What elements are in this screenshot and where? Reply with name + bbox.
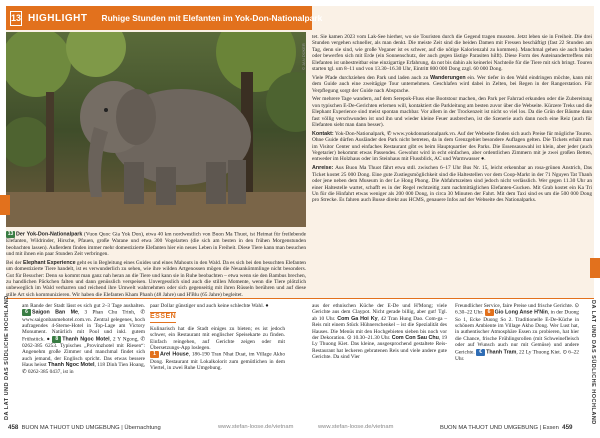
- restaurant-name: Com Con Sau Chu: [391, 335, 439, 342]
- experience-text: geht es in Begleitung eines Guides und eines Mahouts in den Wald. Da es sich bei den besuchten Elefanten um domestizierte Tiere handelt, ist es verwunderlich zu sehen, wie ihre wilden Artgenossen mögen die Neuankömmlinge nicht besonders. Gut für Besucher: Denn so kommt man ganz nah heran an die Tiere und kann sie in Ruhe beobachten – etwa wenn sie den Bambus brechen, zu handlichen Päckchen falten und dann genüsslich verspeisen. Unvergesslich sind auch die stillen Momente, wenn die Tiere plötzlich unbeweglich im Wald verharren und reichend ihre Umwelt wahrnehmen oder sich gegenseitig mit ihren Rüsseln berühren und auf diese stille Art sich kommunizieren. Wir haben die Elefanten Kham Phanh (48 Jahre) und H'Blu (65 Jahre) begleitet.: [6, 259, 306, 298]
- highlight-header: [6, 6, 323, 30]
- cafe-pin-icon: €: [476, 349, 485, 356]
- highlight-title: Ruhige Stunden mit Elefanten im Yok-Don-Nationalpark: [101, 13, 323, 23]
- essen-intro: Kulinarisch hat die Stadt einiges zu bieten; es ist jedoch schwer, ein Restaurant mit englischer Speisekarte zu finden. Einfach reingehen, auf Gerichte zeigen oder mit Übersetzungs-App loslegen.: [150, 325, 285, 352]
- hotel-name: Thanh Ngoc Motel: [62, 336, 110, 343]
- bottom-col-1: [22, 303, 145, 375]
- highlight-number: 13: [10, 11, 22, 26]
- footer-right: BUON MA THUOT UND UMGEBUNG | Essen 459: [440, 424, 573, 431]
- footer-sub-left: Übernachtung: [124, 425, 161, 431]
- elephant-paragraph: tet. Sie kamen 2023 vom Lak-See hierher, wo sie Touristen durch die Gegend tragen mussten. Jetzt leben sie in Freiheit. Die drei Stunden vergehen schneller, als man denkt. Die meiste Zeit sind die beiden Damen mit Fressen beschäftigt (fast 22 Stunden am Tag, denn sie sind, wie große Veganer ist es schwer, auf die nötige Kalorienzahl zu kommen). Manchmal gehen sie auch baden oder bewerfen sich mit Erde (ein Sonnenschutz, der auch gegen lästige Parasiten hilft). Diese Form des Auteinandertreffens mit Elefanten ist unbestreitbar eine einzigartige Erfahrung, da not bis dahin als keinerlei Nachteile für die Tiere mit sich bringt. Touren starten tgl. um 8–11 und von 13.30–16.30 Uhr, Eintritt 800 000 Dong zzgl. 60 000 Dong.: [312, 34, 592, 73]
- hotel-name: Thanh Ngoc Motel: [47, 362, 95, 369]
- restaurant-text: Freundlicher Service, faire Preise und frische Gerichte. ⊙ 6.30–22 Uhr.: [455, 303, 579, 317]
- left-highlight-text: [6, 231, 306, 301]
- park-intro: (Vuon Quoc Gia Yok Don), etwa 40 km nordwestlich von Buon Ma Thuot, ist Heimat für freilebende Elefanten, Wildrinder, Hirsche, Pfauen, große Warane und etwa 300 Vogelarten (die sich am besten in den frühen Morgenstunden beobachten lassen). Außerdem finden immer mehr domestizierte Elefanten hier ein neues Leben in Freiheit. Diese Tiere kann man besuchen und mit ihnen ein paar Stunden Zeit verbringen.: [6, 231, 306, 257]
- restaurant-text: , 22 Ly Thuong Kiet. ⊙ 6–22 Uhr.: [455, 349, 579, 362]
- photo-credit: © JAN DÜKER: [301, 43, 306, 70]
- side-tab-right: [590, 258, 600, 278]
- hotel-text: paar Dollar günstiger und auch keine schlechte Wahl. ●: [150, 303, 269, 309]
- footer-section-left: BUON MA THUOT UND UMGEBUNG: [21, 425, 120, 431]
- essen-heading: ESSEN: [150, 312, 176, 322]
- contact-text: Yok-Don-Nationalpark, ✆ www.yokdonnationalpark.vn. Auf der Webseite finden sich auch Preise für mögliche Touren. Ohne Guide dürfen Ausländer den Park nicht betreten, da in dem Grenzgebiet besondere Auflagen gelten. Die Tickets erhält man im Visitor Center und einfaches Restaurant gibt es beim Hauptquartier des Parks. Die Essensauswahl ist klein, aber jeder (auch Vegetarier) bekommt etwas Passendes. Gewohnt wird in echt einfachen, aber ordentlichen Zimmern mit je zwei großen Betten, entweder im Holzhaus oder im Steinhaus mit Flussblick, AC und Warmwasser ●.: [312, 130, 592, 163]
- restaurant-name: Gio Long Anse H'Nin: [494, 310, 548, 317]
- tours-paragraph: Wer mehrere Tage wandern, auf dem Serepok-Fluss eine Bootstour machen, den Park per Fahrrad erkunden oder die Zubereitung von typischen E-De-Gerichten erlernen will, kontaktiert die Parkleitung am besten zuvor über die Webseite. Kürzere Treks und die Elephant Experience sind meist spontan machbar. Vor allem in der Trockenzeit ist nicht so viel los. Da die Grün der Bäume dann fast völlig verschwunden ist und ihn und wieder kleine Feuer ausbrechen, ist die Szenerie auch dann noch eine Reiz (auch für Elefanten sieht man dann besser).: [312, 96, 592, 129]
- experience-name: Elephant Experience: [22, 259, 76, 266]
- hotel-text: , 118 Dinh Tien Hoang, ✆ 0262-385 0437, ist in: [22, 362, 146, 375]
- arrival-text: Aus Buon Ma Thuot fährt etwa stdl. zwischen 6–17 Uhr Bus Nr. 15, leicht erkennbar an rosa-grünen Anstrich, Das Ticket kostet 25 000 Dong. Eine gute Zustiegsmöglichkeit sind die Haltestellen vor dem Coop-Markt in der 71 Nguyen Tat Thanh oder jene neben dem Museum in der Le Hong Phong. Die Abfahrtszeiten sind jedoch nicht verlässlich. Wer gegen 11.30 Uhr an einer Haltestelle wartet, schafft es in der Regel rechtzeitig zum nachmittäglichen Elefanten-Gucken. Mit Grab kostet ein Ka Tri Un für die Hinfahrt etwas weniger als 200 000 Dong, in circa 30 Minuten der Fahrt. Mit dem Taxi sind es um die 500 000 Dong pro Strecke. Es fahren auch Busse direkt aus HCMS, genauere Infos auf der Webseite des Nationalparks.: [312, 165, 592, 204]
- hiking-title: Wanderungen: [430, 74, 466, 81]
- elephant-photo-image: [6, 32, 306, 227]
- bottom-col-3: [312, 303, 447, 361]
- footer-sub-right: Essen: [542, 425, 559, 431]
- bottom-col-4: [455, 303, 579, 362]
- bottom-col-2: [150, 303, 285, 371]
- hiking-lead: Viele Pfade durchziehen den Park und laden auch zu: [312, 74, 431, 81]
- restaurant-name: Com Ga Hoi Ky: [337, 315, 378, 322]
- hiking-text: ein. Wer tiefer in den Wald eindringen möchte, kann mit dem Guide auch eine zweitägige Tour unternehmen. Geschlafen wird dabei in Zelten, bei Regen in der Rangerstation. Für Verpflegung sorgt der Guide nach Absprache.: [312, 74, 592, 94]
- side-tab-left: [0, 195, 10, 215]
- restaurant-pin-icon: 6: [485, 309, 494, 316]
- elephant-photo: [6, 32, 306, 227]
- restaurant-name: Thanh Tram: [486, 349, 517, 356]
- hotel-text: , 3 Phan Chu Trinh, ✆ www.saigonbanmehotel.com.vn. Zentral gelegenes, hoch aufragendes 4-Sterne-Hotel in Top-Lage am Victory Monument. Natürlich mit Pool und inkl. gutem Frühstück. ●: [22, 310, 145, 343]
- restaurant-name: Arel House: [160, 352, 189, 359]
- map-pin-icon: 6: [22, 309, 31, 316]
- restaurant-text: , 186-190 Tran Nhat Duat, im Village Akho Dong. Restaurant mit Lokalkolorit zum gemütlichen in dem Viertel, in zwei Ruhe Umgebung.: [150, 352, 285, 371]
- side-label-left: DA LAT UND DAS SÜDLICHE HOCHLAND: [4, 295, 10, 420]
- experience-lead: Bei der: [6, 259, 23, 266]
- page-number-left: 458: [8, 424, 19, 431]
- highlight-tag: HIGHLIGHT: [28, 12, 88, 24]
- footer-web-left: www.stefan-loose.de/vietnam: [218, 424, 294, 430]
- restaurant-text: , 19 Ly Thuong Kiet. Das kleine, ausgesprochend gestaltete Reis-Restaurant hat leckeren gebratenen Reis und viele andere gute Gerichte. Da sind Vier: [312, 335, 448, 361]
- map-pin-icon: 8: [52, 336, 61, 343]
- restaurant-text: , 42 Tran Hung Dao. Com-ga – Reis mit einem Stück Hühnerschenkel – ist die Spezialität des Hauses. Die Menüs mit den Hochgebieten sieben bis noch vor der Dekoration. ⊙ 10.30–21.30 Uhr.: [312, 315, 447, 342]
- restaurant-text: aus der ethnischen Küche der E-De und H'Mong; viele Gerichte aus dem Claypot. Nicht gerade billig, aber gut! Tgl. ab 10 Uhr.: [312, 303, 447, 322]
- page-number-right: 459: [562, 424, 573, 431]
- arrival-label: Anreise:: [312, 165, 334, 172]
- footer-left: 458 BUON MA THUOT UND UMGEBUNG | Übernachtung: [8, 424, 161, 431]
- hotel-name: Saigon Ban Me: [32, 310, 79, 317]
- hotel-intro: am Rande der Stadt lässt es sich gut 2–3 Tage aushalten.: [22, 303, 145, 309]
- footer-section-right: BUON MA THUOT UND UMGEBUNG: [440, 425, 539, 431]
- map-pin-icon: 13: [7, 231, 14, 237]
- park-name: Der Yok-Don-Nationalpark: [16, 231, 83, 238]
- right-highlight-text: [312, 34, 592, 206]
- restaurant-text: , in der Duong So 1, Ecke Duong So 2. Traditionelle E-De-Küche in schönem Ambiente im Village Akho Dong. Wer Lust hat, in authentischer Atmosphäre Essen zu probieren, hat hier die Chance, frische Frühlingsrollen (mit Schweinefleisch oder auf Wunsch auch nur mit Gemüse) und andere Gerichte.: [455, 310, 579, 356]
- contact-label: Kontakt:: [312, 130, 334, 137]
- side-label-right: DA LAT UND DAS SÜDLICHE HOCHLAND: [590, 300, 596, 425]
- restaurant-pin-icon: 1: [150, 351, 159, 358]
- hotel-text: , 2 Y Ngong, ✆ 0262-385 6253. Typisches „Provinzhotel mit Riesen“: Angenehm große Zimmer und manchmal findet sich auch jemand, der Englisch spricht. Das etwas bessere Haus heisst: [22, 336, 145, 369]
- footer-web-right: www.stefan-loose.de/vietnam: [318, 424, 394, 430]
